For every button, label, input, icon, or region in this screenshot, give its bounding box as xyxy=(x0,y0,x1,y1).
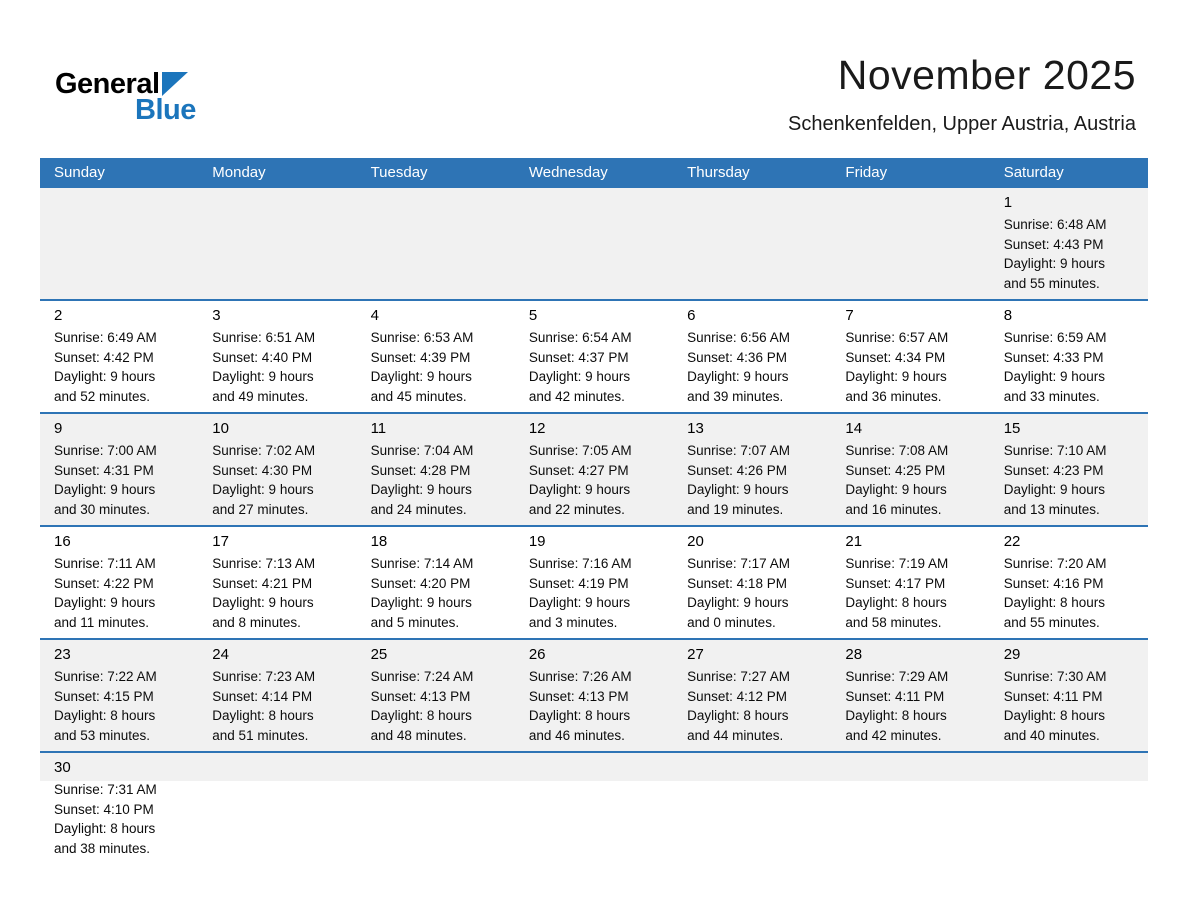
day-number: 11 xyxy=(370,420,387,437)
daylight-text-line1: Daylight: 9 hours xyxy=(54,595,156,610)
daylight-text-line2: and 0 minutes. xyxy=(687,614,776,630)
day-number: 2 xyxy=(54,307,63,324)
sunrise-text: Sunrise: 7:16 AM xyxy=(528,556,632,571)
sunset-text: Sunset: 4:31 PM xyxy=(54,462,154,478)
daylight-text-line2: and 22 minutes. xyxy=(528,501,625,517)
day-number: 30 xyxy=(54,759,71,776)
sunset-text: Sunset: 4:10 PM xyxy=(54,801,154,817)
sunrise-text: Sunrise: 6:48 AM xyxy=(1003,217,1107,232)
sunset-text: Sunset: 4:42 PM xyxy=(54,349,154,365)
empty-cell xyxy=(357,188,515,299)
day-cell xyxy=(990,414,1148,525)
daylight-text-line1: Daylight: 8 hours xyxy=(845,595,947,610)
daylight-text-line1: Daylight: 9 hours xyxy=(528,482,631,497)
day-cell xyxy=(990,188,1148,299)
day-cell xyxy=(990,527,1148,638)
empty-cell xyxy=(515,753,673,873)
sunrise-text: Sunrise: 7:23 AM xyxy=(212,669,316,684)
daylight-text-line2: and 39 minutes. xyxy=(687,388,784,404)
day-cell xyxy=(198,527,356,638)
sunrise-text: Sunrise: 6:53 AM xyxy=(370,330,474,345)
sunset-text: Sunset: 4:11 PM xyxy=(845,688,945,704)
week-row xyxy=(40,188,1148,299)
daylight-text-line2: and 52 minutes. xyxy=(54,388,151,404)
sunset-text: Sunset: 4:13 PM xyxy=(528,688,629,704)
sunset-text: Sunset: 4:23 PM xyxy=(1003,462,1104,478)
day-cell xyxy=(673,527,831,638)
sunset-text: Sunset: 4:34 PM xyxy=(845,349,946,365)
day-cell xyxy=(673,301,831,412)
sunset-text: Sunset: 4:43 PM xyxy=(1003,236,1104,252)
day-cell xyxy=(515,527,673,638)
sunset-text: Sunset: 4:36 PM xyxy=(687,349,787,365)
sunset-text: Sunset: 4:39 PM xyxy=(370,349,471,365)
day-number: 29 xyxy=(1003,646,1021,663)
daylight-text-line1: Daylight: 9 hours xyxy=(370,482,472,497)
sunrise-text: Sunrise: 7:07 AM xyxy=(687,443,790,458)
daylight-text-line1: Daylight: 8 hours xyxy=(54,821,156,836)
daylight-text-line2: and 58 minutes. xyxy=(845,614,942,630)
daylight-text-line2: and 53 minutes. xyxy=(54,727,151,743)
sunrise-text: Sunrise: 7:00 AM xyxy=(54,443,157,458)
daylight-text-line1: Daylight: 9 hours xyxy=(528,595,631,610)
sunset-text: Sunset: 4:37 PM xyxy=(528,349,629,365)
daylight-text-line2: and 3 minutes. xyxy=(528,614,618,630)
day-cell xyxy=(673,640,831,751)
day-cell xyxy=(831,301,989,412)
sunrise-text: Sunrise: 6:57 AM xyxy=(845,330,949,345)
calendar-body xyxy=(40,188,1148,873)
day-number: 13 xyxy=(687,420,704,437)
daylight-text-line1: Daylight: 9 hours xyxy=(687,595,789,610)
logo-text-blue: Blue xyxy=(135,94,196,126)
sunrise-text: Sunrise: 7:17 AM xyxy=(687,556,790,571)
daylight-text-line2: and 16 minutes. xyxy=(845,501,942,517)
weekday-header-thursday: Thursday xyxy=(687,164,750,181)
sunrise-text: Sunrise: 7:08 AM xyxy=(845,443,949,458)
day-number: 16 xyxy=(54,533,71,550)
sunrise-text: Sunrise: 7:31 AM xyxy=(54,782,157,797)
daylight-text-line1: Daylight: 9 hours xyxy=(212,482,314,497)
page-subtitle: Schenkenfelden, Upper Austria, Austria xyxy=(788,113,1136,135)
day-cell xyxy=(990,640,1148,751)
empty-cell xyxy=(40,188,198,299)
day-number: 12 xyxy=(528,420,546,437)
sunset-text: Sunset: 4:16 PM xyxy=(1003,575,1104,591)
day-number: 3 xyxy=(212,307,221,324)
daylight-text-line2: and 48 minutes. xyxy=(370,727,467,743)
week-row xyxy=(40,751,1148,873)
daylight-text-line2: and 55 minutes. xyxy=(1003,275,1100,291)
daylight-text-line2: and 42 minutes. xyxy=(845,727,942,743)
week-row xyxy=(40,525,1148,638)
daylight-text-line2: and 13 minutes. xyxy=(1003,501,1100,517)
sunrise-text: Sunrise: 7:24 AM xyxy=(370,669,474,684)
sunset-text: Sunset: 4:28 PM xyxy=(370,462,471,478)
day-number: 28 xyxy=(845,646,863,663)
weekday-header-monday: Monday xyxy=(212,164,266,181)
day-cell xyxy=(357,640,515,751)
sunset-text: Sunset: 4:26 PM xyxy=(687,462,787,478)
sunrise-text: Sunrise: 6:49 AM xyxy=(54,330,157,345)
day-cell xyxy=(673,414,831,525)
sunrise-text: Sunrise: 6:54 AM xyxy=(528,330,632,345)
day-cell xyxy=(40,527,198,638)
daylight-text-line2: and 44 minutes. xyxy=(687,727,784,743)
day-cell xyxy=(831,640,989,751)
daylight-text-line2: and 38 minutes. xyxy=(54,840,151,856)
sunset-text: Sunset: 4:15 PM xyxy=(54,688,154,704)
empty-cell xyxy=(990,753,1148,873)
day-number: 25 xyxy=(370,646,388,663)
day-cell xyxy=(198,414,356,525)
daylight-text-line1: Daylight: 9 hours xyxy=(528,369,631,384)
weekday-header-sunday: Sunday xyxy=(54,164,105,181)
sunset-text: Sunset: 4:20 PM xyxy=(370,575,471,591)
sunset-text: Sunset: 4:11 PM xyxy=(1003,688,1103,704)
daylight-text-line1: Daylight: 8 hours xyxy=(54,708,156,723)
day-number: 22 xyxy=(1003,533,1021,550)
day-cell xyxy=(831,414,989,525)
daylight-text-line2: and 19 minutes. xyxy=(687,501,784,517)
daylight-text-line1: Daylight: 8 hours xyxy=(212,708,314,723)
daylight-text-line2: and 46 minutes. xyxy=(528,727,625,743)
empty-cell xyxy=(198,188,356,299)
daylight-text-line1: Daylight: 9 hours xyxy=(54,482,156,497)
daylight-text-line2: and 55 minutes. xyxy=(1003,614,1100,630)
sunrise-text: Sunrise: 7:14 AM xyxy=(370,556,474,571)
sunset-text: Sunset: 4:30 PM xyxy=(212,462,313,478)
daylight-text-line1: Daylight: 9 hours xyxy=(1003,256,1106,271)
sunset-text: Sunset: 4:25 PM xyxy=(845,462,946,478)
daylight-text-line2: and 33 minutes. xyxy=(1003,388,1100,404)
day-cell xyxy=(198,301,356,412)
empty-cell xyxy=(673,188,831,299)
daylight-text-line2: and 36 minutes. xyxy=(845,388,942,404)
sunset-text: Sunset: 4:19 PM xyxy=(528,575,629,591)
day-number: 4 xyxy=(370,307,379,324)
daylight-text-line1: Daylight: 8 hours xyxy=(1003,708,1106,723)
daylight-text-line1: Daylight: 9 hours xyxy=(845,482,947,497)
day-number: 26 xyxy=(528,646,546,663)
day-cell xyxy=(515,640,673,751)
sunset-text: Sunset: 4:14 PM xyxy=(212,688,313,704)
day-cell xyxy=(198,640,356,751)
daylight-text-line1: Daylight: 9 hours xyxy=(370,369,472,384)
sunrise-text: Sunrise: 7:02 AM xyxy=(212,443,316,458)
sunset-text: Sunset: 4:21 PM xyxy=(212,575,313,591)
day-number: 10 xyxy=(212,420,229,437)
daylight-text-line2: and 51 minutes. xyxy=(212,727,309,743)
calendar xyxy=(40,158,1148,873)
empty-cell xyxy=(515,188,673,299)
day-cell xyxy=(40,301,198,412)
daylight-text-line2: and 30 minutes. xyxy=(54,501,151,517)
daylight-text-line1: Daylight: 9 hours xyxy=(845,369,947,384)
daylight-text-line1: Daylight: 9 hours xyxy=(212,369,314,384)
week-row xyxy=(40,412,1148,525)
day-cell xyxy=(357,527,515,638)
title-block xyxy=(788,52,1136,136)
day-number: 18 xyxy=(370,533,388,550)
day-number: 5 xyxy=(528,307,538,324)
sunset-text: Sunset: 4:27 PM xyxy=(528,462,629,478)
sunrise-text: Sunrise: 7:05 AM xyxy=(528,443,632,458)
empty-cell xyxy=(198,753,356,873)
daylight-text-line1: Daylight: 9 hours xyxy=(370,595,472,610)
sunrise-text: Sunrise: 7:10 AM xyxy=(1003,443,1107,458)
day-cell xyxy=(515,301,673,412)
sunrise-text: Sunrise: 7:04 AM xyxy=(370,443,474,458)
day-number: 23 xyxy=(54,646,71,663)
week-row xyxy=(40,638,1148,751)
day-cell xyxy=(357,301,515,412)
sunrise-text: Sunrise: 7:13 AM xyxy=(212,556,316,571)
sunrise-text: Sunrise: 7:30 AM xyxy=(1003,669,1107,684)
empty-cell xyxy=(357,753,515,873)
day-number: 20 xyxy=(687,533,704,550)
sunset-text: Sunset: 4:17 PM xyxy=(845,575,946,591)
day-cell xyxy=(40,640,198,751)
empty-cell xyxy=(673,753,831,873)
daylight-text-line1: Daylight: 9 hours xyxy=(1003,369,1106,384)
day-cell xyxy=(831,527,989,638)
daylight-text-line1: Daylight: 8 hours xyxy=(370,708,472,723)
day-number: 1 xyxy=(1003,194,1013,211)
day-number: 8 xyxy=(1003,307,1013,324)
day-number: 7 xyxy=(845,307,854,324)
sunset-text: Sunset: 4:33 PM xyxy=(1003,349,1104,365)
daylight-text-line1: Daylight: 9 hours xyxy=(54,369,156,384)
daylight-text-line1: Daylight: 8 hours xyxy=(845,708,947,723)
empty-cell xyxy=(831,188,989,299)
sunrise-text: Sunrise: 7:27 AM xyxy=(687,669,790,684)
sunrise-text: Sunrise: 6:51 AM xyxy=(212,330,316,345)
day-number: 21 xyxy=(845,533,863,550)
weekday-header-saturday: Saturday xyxy=(1003,164,1064,181)
sunrise-text: Sunrise: 6:56 AM xyxy=(687,330,790,345)
day-number: 14 xyxy=(845,420,863,437)
day-number: 6 xyxy=(687,307,696,324)
day-number: 19 xyxy=(528,533,546,550)
weekday-header-wednesday: Wednesday xyxy=(528,164,608,181)
day-number: 17 xyxy=(212,533,229,550)
sunrise-text: Sunrise: 7:11 AM xyxy=(54,556,156,571)
daylight-text-line2: and 45 minutes. xyxy=(370,388,467,404)
daylight-text-line2: and 27 minutes. xyxy=(212,501,309,517)
day-cell xyxy=(40,414,198,525)
daylight-text-line2: and 11 minutes. xyxy=(54,614,150,630)
sunrise-text: Sunrise: 7:29 AM xyxy=(845,669,949,684)
daylight-text-line2: and 5 minutes. xyxy=(370,614,460,630)
day-cell xyxy=(515,414,673,525)
daylight-text-line1: Daylight: 9 hours xyxy=(687,369,789,384)
sunset-text: Sunset: 4:13 PM xyxy=(370,688,471,704)
daylight-text-line1: Daylight: 9 hours xyxy=(212,595,314,610)
daylight-text-line2: and 40 minutes. xyxy=(1003,727,1100,743)
weekday-header-tuesday: Tuesday xyxy=(370,164,428,181)
daylight-text-line2: and 24 minutes. xyxy=(370,501,467,517)
sunrise-text: Sunrise: 6:59 AM xyxy=(1003,330,1107,345)
daylight-text-line1: Daylight: 9 hours xyxy=(1003,482,1106,497)
daylight-text-line2: and 42 minutes. xyxy=(528,388,625,404)
weekday-header-friday: Friday xyxy=(845,164,888,181)
day-number: 15 xyxy=(1003,420,1021,437)
daylight-text-line1: Daylight: 9 hours xyxy=(687,482,789,497)
sunset-text: Sunset: 4:12 PM xyxy=(687,688,787,704)
page-title: November 2025 xyxy=(837,52,1136,98)
day-cell xyxy=(990,301,1148,412)
day-number: 24 xyxy=(212,646,229,663)
empty-cell xyxy=(831,753,989,873)
sunrise-text: Sunrise: 7:26 AM xyxy=(528,669,632,684)
daylight-text-line2: and 49 minutes. xyxy=(212,388,309,404)
day-cell xyxy=(357,414,515,525)
week-row xyxy=(40,299,1148,412)
day-cell xyxy=(40,753,198,873)
sunrise-text: Sunrise: 7:22 AM xyxy=(54,669,157,684)
logo-text-general: General xyxy=(55,68,160,100)
sunset-text: Sunset: 4:18 PM xyxy=(687,575,787,591)
daylight-text-line1: Daylight: 8 hours xyxy=(528,708,631,723)
sunset-text: Sunset: 4:22 PM xyxy=(54,575,154,591)
sunrise-text: Sunrise: 7:19 AM xyxy=(845,556,949,571)
sunset-text: Sunset: 4:40 PM xyxy=(212,349,313,365)
daylight-text-line1: Daylight: 8 hours xyxy=(687,708,789,723)
daylight-text-line1: Daylight: 8 hours xyxy=(1003,595,1106,610)
weekday-header-row xyxy=(40,158,1148,188)
sunrise-text: Sunrise: 7:20 AM xyxy=(1003,556,1107,571)
general-blue-logo xyxy=(55,70,196,125)
daylight-text-line2: and 8 minutes. xyxy=(212,614,301,630)
day-number: 9 xyxy=(54,420,63,437)
day-number: 27 xyxy=(687,646,704,663)
